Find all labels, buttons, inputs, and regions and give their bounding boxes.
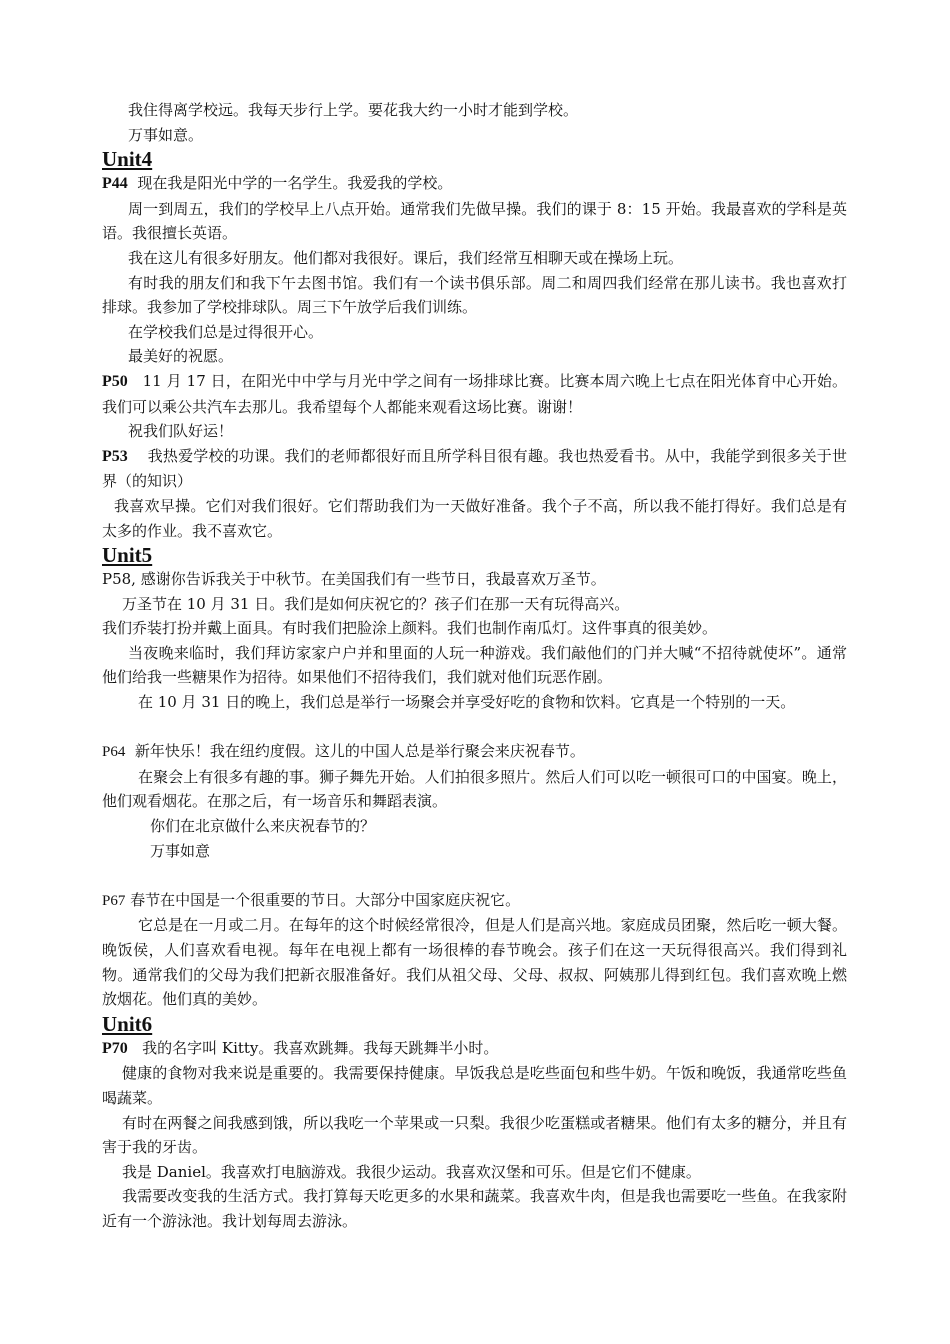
p58-first-line: P58, 感谢你告诉我关于中秋节。在美国我们有一些节日，我最喜欢万圣节。 bbox=[102, 570, 606, 589]
p58-paragraph: 在 10 月 31 日的晚上，我们总是举行一场聚会并享受好吃的食物和饮料。它真是一个特别的一天。 bbox=[138, 693, 796, 712]
p70-paragraph: 有时在两餐之间我感到饿，所以我吃一个苹果或一只梨。我很少吃蛋糕或者糖果。他们有太多的糖分，并且有害于我的牙齿。 bbox=[102, 1113, 847, 1157]
p44-paragraph: 我在这儿有很多好朋友。他们都对我很好。课后，我们经常互相聊天或在操场上玩。 bbox=[128, 248, 684, 267]
p44-paragraph: 有时我的朋友们和我下午去图书馆。我们有一个读书俱乐部。周二和周四我们经常在那儿读书。我也喜欢打排球。我参加了学校排球队。周三下午放学后我们训练。 bbox=[102, 273, 847, 317]
p50-paragraph bbox=[102, 369, 847, 419]
intro-closing: 万事如意。 bbox=[128, 125, 204, 144]
blank-line bbox=[102, 715, 847, 740]
p50-text: 11 月 17 日，在阳光中中学与月光中学之间有一场排球比赛。比赛本周六晚上七点在阳光体育中心开始。我们可以乘公共汽车去那儿。我希望每个人都能来观看这场比赛。谢谢！ bbox=[102, 371, 848, 416]
p53-second-paragraph: 我喜欢早操。它们对我们很好。它们帮助我们为一天做好准备。我个子不高，所以我不能打得好。我们总是有太多的作业。我不喜欢它。 bbox=[102, 496, 847, 540]
p67-paragraph: 它总是在一月或二月。在每年的这个时候经常很冷，但是人们是高兴地。家庭成员团聚，然后吃一顿大餐。晚饭侯，人们喜欢看电视。每年在电视上都有一场很棒的春节晚会。孩子们在这一天玩得很高兴。我们得到礼物。通常我们的父母为我们把新衣服准备好。我们从祖父母、父母、叔叔、阿姨那儿得到红包。我们喜欢晚上燃放烟花。他们真的美妙。 bbox=[102, 916, 847, 1009]
p67-tag: P67 bbox=[102, 892, 126, 909]
p44-first-line bbox=[102, 171, 847, 197]
p67-first-line bbox=[102, 888, 847, 914]
p70-paragraph: 我需要改变我的生活方式。我打算每天吃更多的水果和蔬菜。我喜欢牛肉，但是我也需要吃一些鱼。在我家附近有一个游泳池。我计划每周去游泳。 bbox=[102, 1187, 847, 1230]
p67-first-text: 春节在中国是一个很重要的节日。大部分中国家庭庆祝它。 bbox=[130, 890, 521, 909]
p44-closing: 最美好的祝愿。 bbox=[128, 347, 234, 366]
blank-line bbox=[102, 863, 847, 888]
unit4-heading: Unit4 bbox=[102, 147, 153, 172]
p64-tag: P64 bbox=[102, 744, 126, 761]
p53-text: 我热爱学校的功课。我们的老师都很好而且所学科目很有趣。我也热爱看书。从中，我能学到很多关于世界（的知识） bbox=[102, 446, 847, 491]
p70-paragraph: 我是 Daniel。我喜欢打电脑游戏。我很少运动。我喜欢汉堡和可乐。但是它们不健康。 bbox=[122, 1162, 701, 1181]
p50-tag: P50 bbox=[102, 372, 128, 390]
p64-first-line bbox=[102, 739, 847, 765]
p64-paragraph: 在聚会上有很多有趣的事。狮子舞先开始。人们拍很多照片。然后人们可以吃一顿很可口的中国宴。晚上，他们观看烟花。在那之后，有一场音乐和舞蹈表演。 bbox=[102, 767, 847, 811]
p70-first-line bbox=[102, 1036, 847, 1062]
p44-first-text: 现在我是阳光中学的一名学生。我爱我的学校。 bbox=[137, 174, 453, 193]
p44-paragraph: 周一到周五，我们的学校早上八点开始。通常我们先做早操。我们的课于 8：15 开始。我最喜欢的学科是英语。我很擅长英语。 bbox=[102, 199, 847, 243]
p58-paragraph: 当夜晚来临时，我们拜访家家户户并和里面的人玩一种游戏。我们敲他们的门并大喊“不招待就使坏”。通常他们给我一些糖果作为招待。如果他们不招待我们，我们就对他们玩恶作剧。 bbox=[102, 643, 847, 687]
p64-question: 你们在北京做什么来庆祝春节的？ bbox=[150, 817, 376, 836]
intro-paragraph: 我住得离学校远。我每天步行上学。要花我大约一小时才能到学校。 bbox=[128, 101, 579, 119]
p44-tag: P44 bbox=[102, 175, 128, 193]
p64-closing: 万事如意 bbox=[150, 841, 211, 860]
p44-paragraph: 在学校我们总是过得很开心。 bbox=[128, 322, 324, 341]
p58-paragraph: 我们乔装打扮并戴上面具。有时我们把脸涂上颜料。我们也制作南瓜灯。这件事真的很美妙。 bbox=[102, 619, 718, 638]
p70-first-text: 我的名字叫 Kitty。我喜欢跳舞。我每天跳舞半小时。 bbox=[142, 1038, 499, 1057]
p53-paragraph bbox=[102, 444, 847, 494]
document-page bbox=[102, 98, 847, 1234]
unit5-heading: Unit5 bbox=[102, 543, 153, 568]
p50-closing: 祝我们队好运！ bbox=[128, 422, 234, 441]
p58-paragraph: 万圣节在 10 月 31 日。我们是如何庆祝它的？孩子们在那一天有玩得高兴。 bbox=[122, 594, 630, 613]
p70-tag: P70 bbox=[102, 1039, 128, 1057]
p64-first-text: 新年快乐！我在纽约度假。这儿的中国人总是举行聚会来庆祝春节。 bbox=[134, 742, 585, 761]
p70-paragraph: 健康的食物对我来说是重要的。我需要保持健康。早饭我总是吃些面包和些牛奶。午饭和晚饭，我通常吃些鱼喝蔬菜。 bbox=[102, 1064, 847, 1107]
p53-tag: P53 bbox=[102, 447, 128, 465]
unit6-heading: Unit6 bbox=[102, 1011, 153, 1036]
